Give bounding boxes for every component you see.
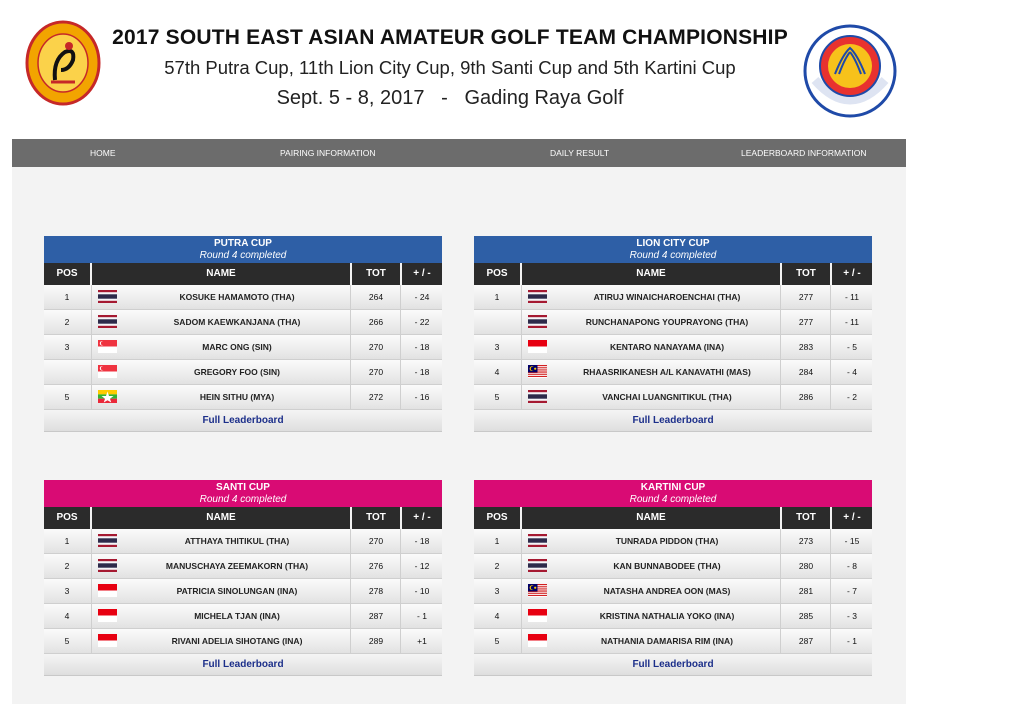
col-pos-header: POS: [56, 512, 78, 523]
player-name: MICHELA TJAN (INA): [194, 611, 280, 621]
full-leaderboard-link[interactable]: Full Leaderboard: [632, 415, 714, 426]
leaderboard-row[interactable]: [474, 554, 872, 579]
page-subtitle: 57th Putra Cup, 11th Lion City Cup, 9th Santi Cup and 5th Kartini Cup: [164, 57, 736, 78]
total-score: 281: [798, 586, 814, 596]
row-position: 5: [494, 392, 500, 402]
total-score: 272: [368, 392, 384, 402]
row-position: 1: [64, 536, 70, 546]
score-to-par: - 15: [844, 536, 860, 546]
player-name: NATASHA ANDREA OON (MAS): [603, 586, 731, 596]
score-to-par: - 3: [847, 611, 857, 621]
total-score: 289: [368, 636, 384, 646]
leaderboard-row[interactable]: [44, 385, 442, 410]
nav-home[interactable]: HOME: [90, 148, 116, 158]
row-position: 2: [494, 561, 500, 571]
row-position: 3: [494, 342, 500, 352]
col-tot-header: TOT: [366, 512, 386, 523]
board-header: [44, 236, 442, 263]
player-name: TUNRADA PIDDON (THA): [615, 536, 719, 546]
leaderboard-row[interactable]: [474, 529, 872, 554]
score-to-par: - 11: [844, 292, 860, 302]
score-to-par: - 22: [414, 317, 430, 327]
leaderboard-row[interactable]: [474, 310, 872, 335]
leaderboard-row[interactable]: [44, 604, 442, 629]
player-name: KOSUKE HAMAMOTO (THA): [179, 292, 295, 302]
score-to-par: - 4: [847, 367, 857, 377]
player-name: PATRICIA SINOLUNGAN (INA): [176, 586, 298, 596]
full-leaderboard-link[interactable]: Full Leaderboard: [202, 659, 284, 670]
score-to-par: +1: [417, 636, 427, 646]
player-name: GREGORY FOO (SIN): [194, 367, 280, 377]
column-header-row: [44, 263, 442, 285]
col-pos-header: POS: [486, 268, 508, 279]
board-header: [474, 480, 872, 507]
score-to-par: - 12: [414, 561, 430, 571]
player-name: KENTARO NANAYAMA (INA): [609, 342, 725, 352]
row-position: 3: [494, 586, 500, 596]
leaderboard-row[interactable]: [474, 579, 872, 604]
score-to-par: - 5: [847, 342, 857, 352]
leaderboard-row[interactable]: [44, 360, 442, 385]
player-name: RUNCHANAPONG YOUPRAYONG (THA): [585, 317, 749, 327]
row-position: 4: [64, 611, 70, 621]
total-score: 266: [368, 317, 384, 327]
score-to-par: - 2: [847, 392, 857, 402]
nav-pairing-information[interactable]: PAIRING INFORMATION: [280, 148, 376, 158]
leaderboard-row[interactable]: [474, 360, 872, 385]
full-leaderboard-row: [474, 654, 872, 676]
full-leaderboard-link[interactable]: Full Leaderboard: [202, 415, 284, 426]
col-diff-header: + / -: [843, 268, 861, 279]
lion-city-cup-board: [474, 236, 872, 432]
col-tot-header: TOT: [366, 268, 386, 279]
player-name: VANCHAI LUANGNITIKUL (THA): [602, 392, 732, 402]
column-header-row: [474, 507, 872, 529]
nav-leaderboard-information[interactable]: LEADERBOARD INFORMATION: [741, 148, 867, 158]
score-to-par: - 1: [417, 611, 427, 621]
col-pos-header: POS: [56, 268, 78, 279]
event-dates: Sept. 5 - 8, 2017 - Gading Raya Golf: [276, 87, 624, 109]
board-title: PUTRA CUP: [214, 238, 272, 249]
player-name: RIVANI ADELIA SIHOTANG (INA): [171, 636, 303, 646]
player-name: RHAASRIKANESH A/L KANAVATHI (MAS): [583, 367, 751, 377]
score-to-par: - 11: [844, 317, 860, 327]
santi-cup-board: [44, 480, 442, 676]
score-to-par: - 7: [847, 586, 857, 596]
board-title: SANTI CUP: [216, 482, 270, 493]
score-to-par: - 18: [414, 536, 430, 546]
leaderboard-row[interactable]: [474, 385, 872, 410]
score-to-par: - 8: [847, 561, 857, 571]
row-position: 2: [64, 317, 70, 327]
main-nav: [12, 139, 906, 167]
total-score: 264: [368, 292, 384, 302]
row-position: 1: [494, 292, 500, 302]
total-score: 277: [798, 292, 814, 302]
row-position: 5: [64, 392, 70, 402]
board-header: [474, 236, 872, 263]
score-to-par: - 18: [414, 367, 430, 377]
col-tot-header: TOT: [796, 512, 816, 523]
full-leaderboard-row: [474, 410, 872, 432]
total-score: 287: [368, 611, 384, 621]
leaderboard-row[interactable]: [44, 335, 442, 360]
full-leaderboard-link[interactable]: Full Leaderboard: [632, 659, 714, 670]
row-position: 1: [64, 292, 70, 302]
player-name: ATTHAYA THITIKUL (THA): [184, 536, 290, 546]
kartini-cup-board: [474, 480, 872, 676]
nav-daily-result[interactable]: DAILY RESULT: [550, 148, 610, 158]
row-position: 5: [64, 636, 70, 646]
full-leaderboard-row: [44, 654, 442, 676]
score-to-par: - 16: [414, 392, 430, 402]
score-to-par: - 18: [414, 342, 430, 352]
column-header-row: [44, 507, 442, 529]
leaderboard-row[interactable]: [44, 310, 442, 335]
player-name: HEIN SITHU (MYA): [199, 392, 275, 402]
total-score: 283: [798, 342, 814, 352]
leaderboard-row[interactable]: [474, 335, 872, 360]
total-score: 270: [368, 367, 384, 377]
putra-cup-board: [44, 236, 442, 432]
col-tot-header: TOT: [796, 268, 816, 279]
col-name-header: NAME: [206, 268, 236, 279]
row-position: 1: [494, 536, 500, 546]
col-name-header: NAME: [636, 512, 666, 523]
player-name: SADOM KAEWKANJANA (THA): [173, 317, 301, 327]
col-pos-header: POS: [486, 512, 508, 523]
asean-golf-federation-logo: [803, 24, 897, 118]
player-name: MANUSCHAYA ZEEMAKORN (THA): [165, 561, 309, 571]
total-score: 273: [798, 536, 814, 546]
player-name: NATHANIA DAMARISA RIM (INA): [601, 636, 733, 646]
column-header-row: [474, 263, 872, 285]
total-score: 285: [798, 611, 814, 621]
col-diff-header: + / -: [413, 512, 431, 523]
board-title: LION CITY CUP: [636, 238, 710, 249]
total-score: 270: [368, 342, 384, 352]
page-header: [0, 0, 1024, 135]
row-position: 3: [64, 586, 70, 596]
row-position: 4: [494, 367, 500, 377]
score-to-par: - 10: [414, 586, 430, 596]
score-to-par: - 24: [414, 292, 430, 302]
leaderboard-row[interactable]: [474, 629, 872, 654]
board-status: Round 4 completed: [629, 250, 717, 261]
leaderboard-row[interactable]: [44, 529, 442, 554]
board-status: Round 4 completed: [629, 494, 717, 505]
total-score: 270: [368, 536, 384, 546]
board-status: Round 4 completed: [199, 494, 287, 505]
row-position: 5: [494, 636, 500, 646]
total-score: 276: [368, 561, 384, 571]
total-score: 280: [798, 561, 814, 571]
row-position: 4: [494, 611, 500, 621]
leaderboard-row[interactable]: [474, 604, 872, 629]
page-title: 2017 SOUTH EAST ASIAN AMATEUR GOLF TEAM CHAMPIONSHIP: [112, 26, 788, 49]
content-area: [12, 167, 906, 704]
col-name-header: NAME: [206, 512, 236, 523]
leaderboard-row[interactable]: [44, 629, 442, 654]
total-score: 286: [798, 392, 814, 402]
col-name-header: NAME: [636, 268, 666, 279]
board-status: Round 4 completed: [199, 250, 287, 261]
leaderboard-row[interactable]: [44, 285, 442, 310]
total-score: 278: [368, 586, 384, 596]
col-diff-header: + / -: [843, 512, 861, 523]
player-name: MARC ONG (SIN): [202, 342, 272, 352]
row-position: 2: [64, 561, 70, 571]
total-score: 287: [798, 636, 814, 646]
full-leaderboard-row: [44, 410, 442, 432]
total-score: 284: [798, 367, 814, 377]
player-name: ATIRUJ WINAICHAROENCHAI (THA): [593, 292, 741, 302]
col-diff-header: + / -: [413, 268, 431, 279]
leaderboard-row[interactable]: [44, 579, 442, 604]
board-header: [44, 480, 442, 507]
score-to-par: - 1: [847, 636, 857, 646]
player-name: KAN BUNNABODEE (THA): [613, 561, 721, 571]
board-title: KARTINI CUP: [640, 482, 706, 493]
leaderboard-row[interactable]: [474, 285, 872, 310]
leaderboard-row[interactable]: [44, 554, 442, 579]
player-name: KRISTINA NATHALIA YOKO (INA): [599, 611, 735, 621]
total-score: 277: [798, 317, 814, 327]
row-position: 3: [64, 342, 70, 352]
